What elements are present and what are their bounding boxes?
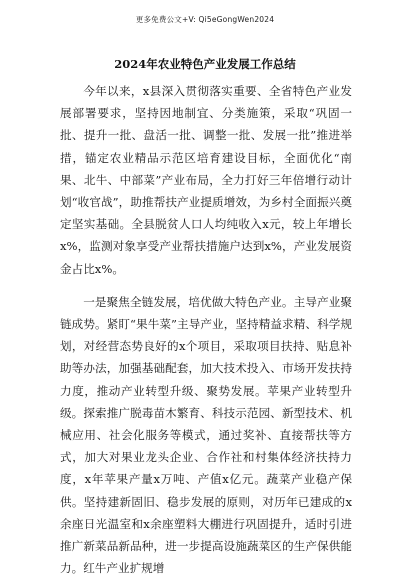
document-body xyxy=(60,80,352,579)
document-title: 2024年农业特色产业发展工作总结 xyxy=(114,57,296,71)
paragraph-intro: 今年以来，x县深入贯彻落实重要、全省特色产业发展部署要求，坚持因地制宜、分类施策，采取“巩固一批、提升一批、盘活一批、调整一批、发展一批”推进举措，锚定农业精品示范区培育建设目标，全面优化“南果、北牛、中部菜”产业布局，全力打好三年倍增行动计划“收官战”，助推帮扶产业提质增效，为乡村全面振兴奠定坚实基础。全县脱贫人口人均纯收入x元，较上年增长x%，监测对象享受产业帮扶措施户达到x%，产业发展资金占比x%。 xyxy=(60,84,352,276)
paragraph-section-one: 一是聚焦全链发展，培优做大特色产业。主导产业聚链成势。紧盯“果牛菜”主导产业，坚持精益求精、科学规划，对经营态势良好的x个项目，采取项目扶持、贴息补助等办法，加强基础配套，加大技术投入、市场开发扶持力度，推动产业转型升级、聚势发展。苹果产业转型升级。探索推广脱毒苗木繁育、科技示范园、新型技术、机械应用、社会化服务等模式，通过奖补、直接帮扶等方式，加大对果业龙头企业、合作社和村集体经济扶持力度，x年苹果产量x万吨、产值x亿元。蔬菜产业稳产保供。坚持建新固旧、稳步发展的原则，对历年已建成的x余座日光温室和x余座塑料大棚进行巩固提升，适时引进推广新菜品新品种，进一步提高设施蔬菜区的生产保供能力。红牛产业扩规增 xyxy=(60,294,352,576)
header-note: 更多免费公文+V: Qi5eGongWen2024 xyxy=(135,15,275,24)
